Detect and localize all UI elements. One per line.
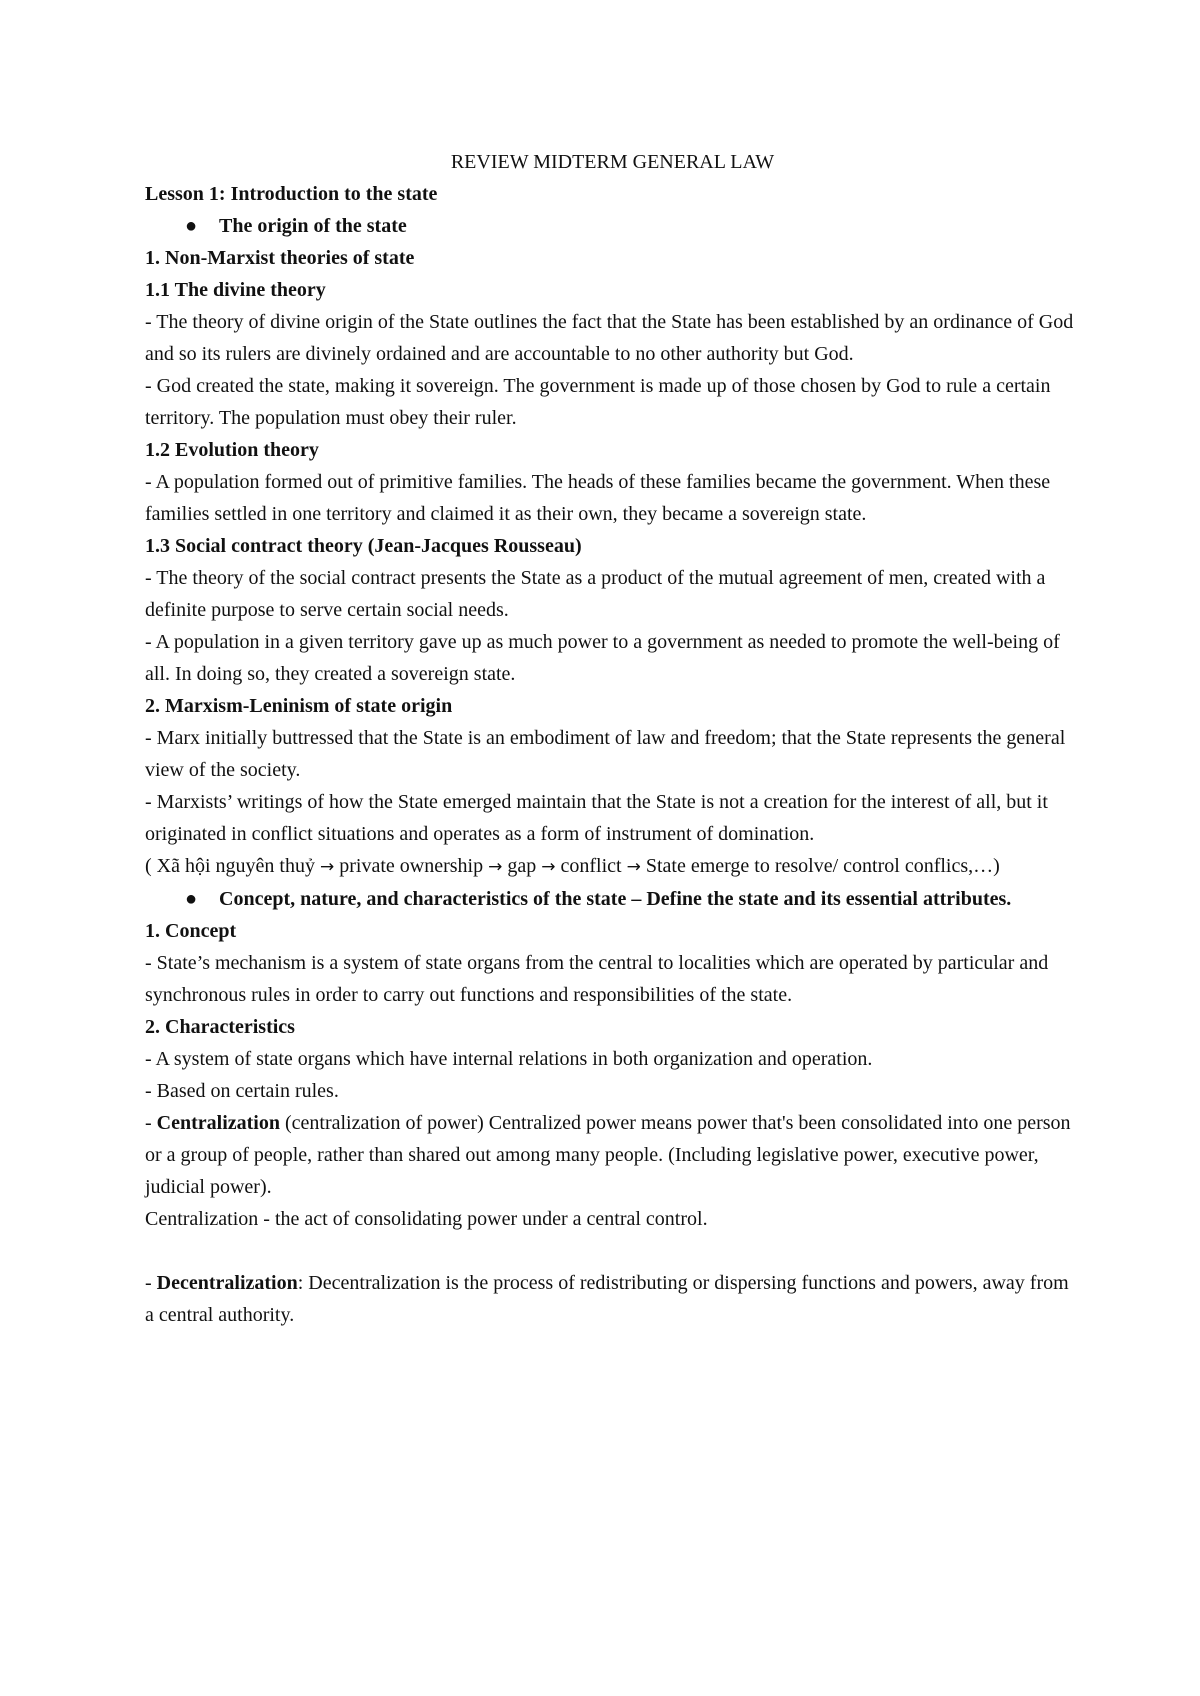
- bullet-origin: [145, 210, 1080, 242]
- paragraph: - Based on certain rules.: [145, 1080, 339, 1102]
- paragraph: - God created the state, making it sovereign. The government is made up of those chosen by God to rule a certain territory. The population must obey their ruler.: [145, 375, 1051, 429]
- causal-chain: [145, 850, 1080, 883]
- subsection-heading: 1.2 Evolution theory: [145, 439, 319, 461]
- chain-step: conflict: [560, 855, 622, 877]
- arrow-right-icon: →: [488, 857, 503, 877]
- paragraph: - The theory of divine origin of the State outlines the fact that the State has been established by an ordinance of God and so its rulers are divinely ordained and are accountable to no other authority but God.: [145, 311, 1074, 365]
- bullet-dot-icon: ●: [185, 888, 198, 910]
- chain-start: ( Xã hội nguyên thuỷ: [145, 855, 315, 877]
- document-page: [145, 146, 1080, 1331]
- definition-text: : Decentralization is the process of redistributing or dispersing functions and powers, away from a central authority.: [145, 1272, 1069, 1326]
- chain-step: gap: [507, 855, 537, 877]
- blank-line: [145, 1235, 1080, 1267]
- term-decentralization: Decentralization: [156, 1272, 298, 1294]
- chain-step: State emerge to resolve/ control conflics,…): [645, 855, 1000, 877]
- centralization-paragraph: [145, 1107, 1080, 1203]
- paragraph: - A population formed out of primitive families. The heads of these families became the government. When these families settled in one territory and claimed it as their own, they became a sovereign state.: [145, 471, 1051, 525]
- chain-step: private ownership: [339, 855, 484, 877]
- arrow-right-icon: →: [541, 857, 556, 877]
- paragraph: - Marxists’ writings of how the State emerged maintain that the State is not a creation for the interest of all, but it originated in conflict situations and operates as a form of instrument of domination.: [145, 791, 1048, 845]
- bullet-concept: [145, 883, 1080, 915]
- paragraph: - The theory of the social contract presents the State as a product of the mutual agreement of men, created with a definite purpose to serve certain social needs.: [145, 567, 1046, 621]
- subsection-heading: 1.3 Social contract theory (Jean-Jacques Rousseau): [145, 535, 582, 557]
- term-centralization: Centralization: [156, 1112, 280, 1134]
- arrow-right-icon: →: [626, 857, 641, 877]
- paragraph: - State’s mechanism is a system of state organs from the central to localities which are operated by particular and synchronous rules in order to carry out functions and responsibilities of the state.: [145, 952, 1049, 1006]
- section-heading: 1. Concept: [145, 920, 237, 942]
- paragraph: - Marx initially buttressed that the State is an embodiment of law and freedom; that the State represents the general view of the society.: [145, 727, 1066, 781]
- bullet-dot-icon: ●: [185, 215, 198, 237]
- paragraph: - A system of state organs which have internal relations in both organization and operation.: [145, 1048, 873, 1070]
- dash: -: [145, 1272, 157, 1294]
- decentralization-paragraph: [145, 1267, 1080, 1331]
- section-heading: 2. Marxism-Leninism of state origin: [145, 695, 453, 717]
- definition-text: (centralization of power) Centralized power means power that's been consolidated into one person or a group of people, rather than shared out among many people. (Including legislative power, executive power, judicial power).: [145, 1112, 1071, 1198]
- subsection-heading: 1.1 The divine theory: [145, 279, 326, 301]
- paragraph: - A population in a given territory gave up as much power to a government as needed to promote the well-being of all. In doing so, they created a sovereign state.: [145, 631, 1060, 685]
- arrow-right-icon: →: [319, 857, 335, 877]
- paragraph: Centralization - the act of consolidating power under a central control.: [145, 1208, 708, 1230]
- section-heading: 1. Non-Marxist theories of state: [145, 247, 415, 269]
- bullet-text: Concept, nature, and characteristics of the state – Define the state and its essential attributes.: [219, 888, 1012, 910]
- dash: -: [145, 1112, 157, 1134]
- bullet-text: The origin of the state: [219, 215, 407, 237]
- document-title: REVIEW MIDTERM GENERAL LAW: [450, 151, 775, 173]
- lesson-heading: Lesson 1: Introduction to the state: [145, 183, 438, 205]
- section-heading: 2. Characteristics: [145, 1016, 295, 1038]
